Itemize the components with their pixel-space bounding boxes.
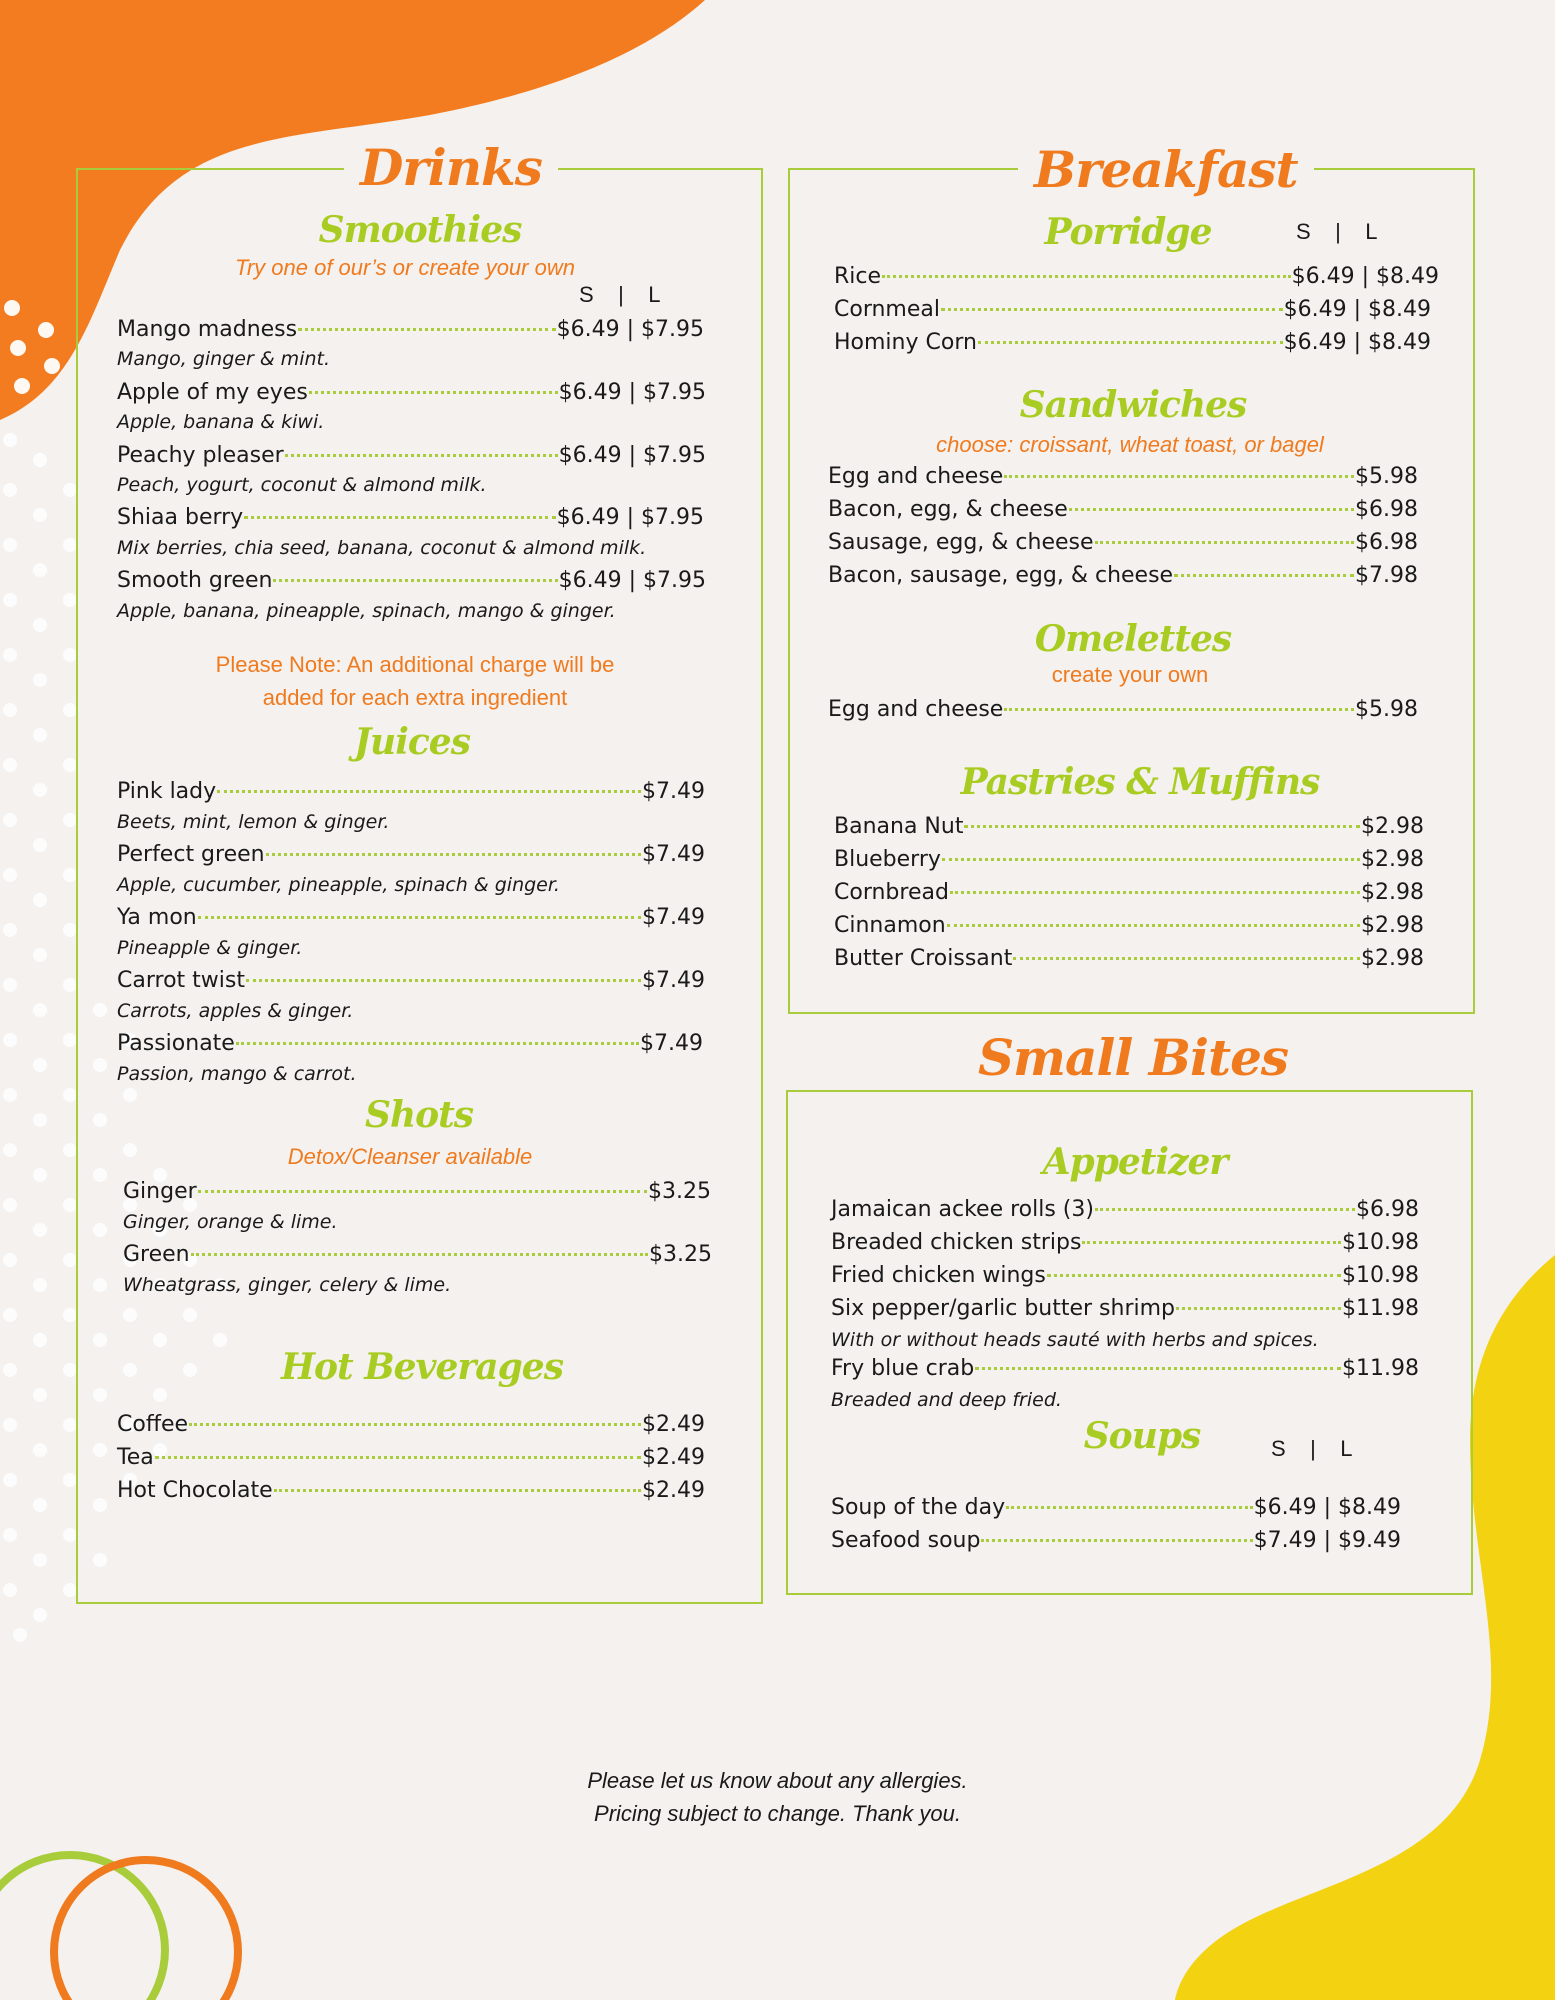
breakfast-title: Breakfast — [1018, 140, 1314, 200]
juice-desc: Apple, cucumber, pineapple, spinach & ginger. — [117, 874, 560, 896]
pastry-item: Cornbread $2.98 — [834, 880, 1424, 905]
drinks-title: Drinks — [344, 138, 558, 198]
soup-item: Seafood soup $7.49 | $9.49 — [831, 1528, 1401, 1553]
appetizer-item: Jamaican ackee rolls (3) $6.98 — [831, 1197, 1419, 1222]
shot-desc: Ginger, orange & lime. — [123, 1211, 338, 1233]
smoothies-size-header: S | L — [579, 282, 661, 307]
smoothie-item: Smooth green $6.49 | $7.95 — [117, 568, 706, 593]
shot-item: Green $3.25 — [123, 1242, 712, 1267]
omelettes-note: create your own — [1051, 662, 1209, 687]
footer-line-2: Pricing subject to change. Thank you. — [594, 1801, 961, 1826]
footer-note — [400, 1764, 1155, 1830]
shot-item: Ginger $3.25 — [123, 1179, 711, 1204]
pastry-item: Blueberry $2.98 — [834, 847, 1424, 872]
soups-size-header: S | L — [1271, 1436, 1353, 1461]
shot-desc: Wheatgrass, ginger, celery & lime. — [123, 1274, 452, 1296]
smoothie-desc: Mango, ginger & mint. — [117, 348, 330, 370]
juice-item: Perfect green $7.49 — [117, 842, 705, 867]
extra-ingredient-note-line1: Please Note: An additional charge will be — [215, 652, 615, 677]
hot-beverage-item: Tea $2.49 — [117, 1445, 705, 1470]
hot-beverage-item: Coffee $2.49 — [117, 1412, 705, 1437]
extra-ingredient-note-line2: added for each extra ingredient — [262, 685, 568, 710]
juice-desc: Beets, mint, lemon & ginger. — [117, 811, 390, 833]
smoothies-title: Smoothies — [318, 209, 522, 251]
appetizer-title: Appetizer — [1042, 1141, 1228, 1183]
appetizer-item: Fried chicken wings $10.98 — [831, 1263, 1419, 1288]
sandwich-item: Sausage, egg, & cheese $6.98 — [828, 530, 1418, 555]
smoothie-desc: Apple, banana, pineapple, spinach, mango & ginger. — [117, 600, 616, 622]
soup-item: Soup of the day $6.49 | $8.49 — [831, 1495, 1401, 1520]
smoothie-desc: Peach, yogurt, coconut & almond milk. — [117, 474, 487, 496]
porridge-title: Porridge — [1044, 211, 1212, 253]
smoothie-item: Peachy pleaser $6.49 | $7.95 — [117, 443, 706, 468]
appetizer-item: Breaded chicken strips $10.98 — [831, 1230, 1419, 1255]
smoothie-desc: Apple, banana & kiwi. — [117, 411, 325, 433]
smoothie-item: Apple of my eyes $6.49 | $7.95 — [117, 380, 706, 405]
appetizer-desc: Breaded and deep fried. — [831, 1389, 1062, 1411]
small-bites-title: Small Bites — [977, 1028, 1289, 1087]
smoothies-note: Try one of our’s or create your own — [235, 255, 575, 280]
sandwiches-title: Sandwiches — [1019, 384, 1247, 426]
sandwich-item: Egg and cheese $5.98 — [828, 464, 1418, 489]
juice-item: Ya mon $7.49 — [117, 905, 705, 930]
sandwich-item: Bacon, sausage, egg, & cheese $7.98 — [828, 563, 1418, 588]
smoothie-item: Shiaa berry $6.49 | $7.95 — [117, 505, 704, 530]
appetizer-desc: With or without heads sauté with herbs and spices. — [831, 1329, 1319, 1351]
juice-item: Carrot twist $7.49 — [117, 968, 705, 993]
pastries-title: Pastries & Muffins — [960, 761, 1320, 803]
pastry-item: Butter Croissant $2.98 — [834, 946, 1424, 971]
appetizer-item: Six pepper/garlic butter shrimp $11.98 — [831, 1296, 1419, 1321]
smoothie-desc: Mix berries, chia seed, banana, coconut & almond milk. — [117, 537, 647, 559]
porridge-size-header: S | L — [1296, 219, 1378, 244]
juice-desc: Pineapple & ginger. — [117, 937, 303, 959]
juices-title: Juices — [354, 721, 470, 763]
shots-title: Shots — [364, 1094, 474, 1136]
omelettes-title: Omelettes — [1034, 618, 1232, 660]
shots-note: Detox/Cleanser available — [287, 1144, 533, 1169]
appetizer-item: Fry blue crab $11.98 — [831, 1356, 1419, 1381]
porridge-item: Hominy Corn $6.49 | $8.49 — [834, 330, 1431, 355]
pastry-item: Banana Nut $2.98 — [834, 814, 1424, 839]
porridge-item: Cornmeal $6.49 | $8.49 — [834, 297, 1431, 322]
smoothie-item: Mango madness $6.49 | $7.95 — [117, 317, 704, 342]
footer-line-1: Please let us know about any allergies. — [587, 1768, 968, 1793]
hot-beverages-title: Hot Beverages — [281, 1346, 563, 1388]
juice-desc: Carrots, apples & ginger. — [117, 1000, 354, 1022]
orange-ring — [54, 1860, 238, 2000]
juice-item: Passionate $7.49 — [117, 1031, 703, 1056]
juice-desc: Passion, mango & carrot. — [117, 1063, 357, 1085]
juice-item: Pink lady $7.49 — [117, 779, 705, 804]
pastry-item: Cinnamon $2.98 — [834, 913, 1424, 938]
omelette-item: Egg and cheese $5.98 — [828, 697, 1418, 722]
sandwich-item: Bacon, egg, & cheese $6.98 — [828, 497, 1418, 522]
hot-beverage-item: Hot Chocolate $2.49 — [117, 1478, 705, 1503]
sandwiches-note: choose: croissant, wheat toast, or bagel — [936, 432, 1324, 457]
green-ring — [0, 1855, 165, 2000]
porridge-item: Rice $6.49 | $8.49 — [834, 264, 1439, 289]
soups-title: Soups — [1083, 1415, 1201, 1457]
